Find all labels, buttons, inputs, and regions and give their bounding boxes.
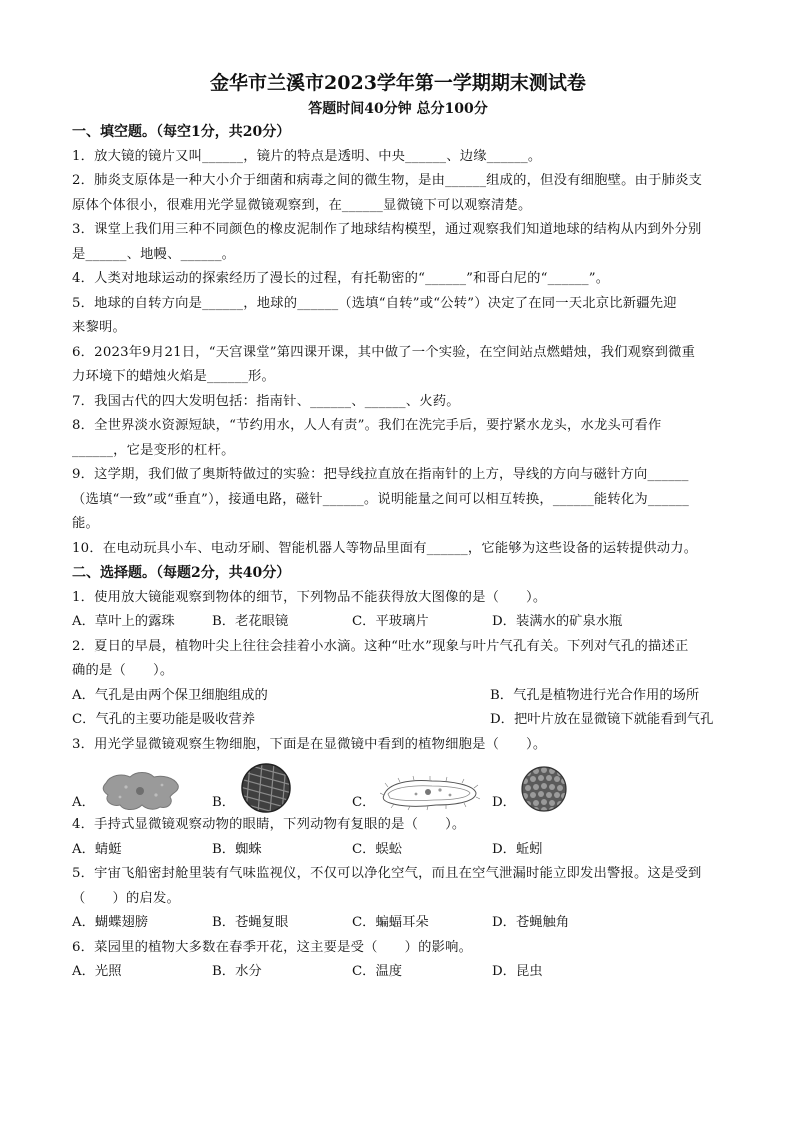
question-line: 8．全世界淡水资源短缺，“节约用水，人人有责”。我们在洗完手后，要拧紧水龙头，水龙头可看作 — [72, 418, 662, 433]
options-row — [72, 684, 724, 709]
section-fill-heading: 一、填空题。（每空1分，共20分） — [72, 124, 291, 140]
option-c: C．平玻璃片 — [352, 614, 429, 629]
question-line: 9．这学期，我们做了奥斯特做过的实验：把导线拉直放在指南针的上方，导线的方向与磁针方向______ — [72, 467, 689, 482]
option-label: B． — [212, 795, 236, 810]
option-a: A．光照 — [72, 964, 122, 979]
options-row — [72, 960, 724, 985]
option-c: C．气孔的主要功能是吸收营养 — [72, 712, 256, 727]
page-title: 金华市兰溪市2023学年第一学期期末测试卷 — [210, 72, 586, 94]
question-line: 是______、地幔、______。 — [72, 246, 236, 262]
round-cell-cluster-icon — [520, 765, 568, 813]
question-line: 2．肺炎支原体是一种大小介于细菌和病毒之间的微生物，是由______组成的，但没有细胞壁。由于肺炎支 — [72, 173, 703, 188]
option-b: B．老花眼镜 — [212, 614, 289, 629]
question-stem: 2．夏日的早晨，植物叶尖上往往会挂着小水滴。这种“吐水”现象与叶片气孔有关。下列对气孔的描述正 — [72, 638, 689, 654]
option-a: A．蝴蝶翅膀 — [72, 915, 149, 930]
question-line: 能。 — [72, 516, 99, 531]
question-stem: 4．手持式显微镜观察动物的眼睛，下列动物有复眼的是（ ）。 — [72, 817, 466, 832]
option-d: D．昆虫 — [492, 964, 543, 979]
option-c: C．温度 — [352, 964, 403, 979]
image-options-row — [72, 761, 724, 813]
choice-question-4 — [72, 813, 724, 862]
page-subtitle: 答题时间40分钟 总分100分 — [308, 101, 488, 117]
question-line: 5．地球的自转方向是______，地球的______（选填“自转”或“公转”）决定了在同一天北京比新疆先迎 — [72, 295, 677, 311]
question-stem: 1．使用放大镜能观察到物体的细节，下列物品不能获得放大图像的是（ ）。 — [72, 589, 547, 605]
question-line: ______，它是变形的杠杆。 — [72, 442, 235, 458]
question-line: 力环境下的蜡烛火焰是______形。 — [72, 369, 276, 384]
question-line: 来黎明。 — [72, 320, 126, 335]
options-row — [72, 708, 724, 733]
option-a: A．气孔是由两个保卫细胞组成的 — [72, 687, 268, 703]
amoeba-cell-icon — [100, 769, 182, 813]
option-a: A．蜻蜓 — [72, 841, 122, 857]
question-stem: 3．用光学显微镜观察生物细胞，下面是在显微镜中看到的植物细胞是（ ）。 — [72, 736, 547, 752]
option-d: D．把叶片放在显微镜下就能看到气孔 — [490, 712, 714, 727]
image-option-c — [352, 773, 492, 813]
paramecium-icon — [380, 773, 480, 813]
choice-question-3 — [72, 733, 724, 814]
question-line: 3．课堂上我们用三种不同颜色的橡皮泥制作了地球结构模型，通过观察我们知道地球的结构从内到外分别 — [72, 222, 702, 237]
image-option-d — [492, 765, 632, 813]
question-line: 4．人类对地球运动的探索经历了漫长的过程，有托勒密的“______”和哥白尼的“______”。 — [72, 271, 610, 286]
option-c: C．蝙蝠耳朵 — [352, 915, 429, 930]
fill-in-questions — [72, 145, 724, 562]
options-row — [72, 838, 724, 863]
question-line: 10．在电动玩具小车、电动牙刷、智能机器人等物品里面有______，它能够为这些设备的运转提供动力。 — [72, 540, 698, 556]
option-b: B．蜘蛛 — [212, 841, 262, 857]
question-line: 原体个体很小，很难用光学显微镜观察到，在______显微镜下可以观察清楚。 — [72, 197, 532, 213]
question-line: （选填“一致”或“垂直”），接通电路，磁针______。说明能量之间可以相互转换，______能转化为______ — [72, 491, 690, 507]
question-stem: 5．宇宙飞船密封舱里装有气味监视仪，不仅可以净化空气，而且在空气泄漏时能立即发出警报。这是受到 — [72, 866, 702, 881]
option-b: B．水分 — [212, 964, 262, 979]
option-d: D．蚯蚓 — [492, 841, 543, 857]
section-choice-heading: 二、选择题。（每题2分，共40分） — [72, 565, 291, 581]
option-a: A．草叶上的露珠 — [72, 614, 175, 629]
option-label: D． — [492, 795, 516, 810]
option-label: A． — [72, 795, 95, 810]
question-stem: 6．菜园里的植物大多数在春季开花，这主要是受（ ）的影响。 — [72, 939, 473, 955]
image-option-b — [212, 763, 352, 813]
option-b: B．气孔是植物进行光合作用的场所 — [490, 687, 700, 703]
option-b: B．苍蝇复眼 — [212, 915, 289, 930]
choice-question-1 — [72, 586, 724, 635]
options-row — [72, 610, 724, 635]
exam-page — [72, 70, 724, 985]
options-row — [72, 911, 724, 936]
question-line: 6．2023年9月21日，“天宫课堂”第四课开课，其中做了一个实验，在空间站点燃蜡烛，我们观察到微重 — [72, 344, 696, 360]
question-line: 1．放大镜的镜片又叫______，镜片的特点是透明、中央______、边缘______。 — [72, 148, 542, 164]
question-stem: （ ）的启发。 — [72, 890, 180, 906]
question-line: 7．我国古代的四大发明包括：指南针、______、______、火药。 — [72, 393, 460, 409]
plant-cells-icon — [240, 763, 292, 813]
question-stem: 确的是（ ）。 — [72, 663, 174, 678]
choice-question-5 — [72, 862, 724, 936]
image-option-a — [72, 769, 212, 813]
option-label: C． — [352, 795, 376, 810]
choice-question-2 — [72, 635, 724, 733]
option-c: C．蜈蚣 — [352, 841, 403, 857]
option-d: D．苍蝇触角 — [492, 915, 570, 930]
choice-question-6 — [72, 936, 724, 985]
option-d: D．装满水的矿泉水瓶 — [492, 614, 623, 629]
